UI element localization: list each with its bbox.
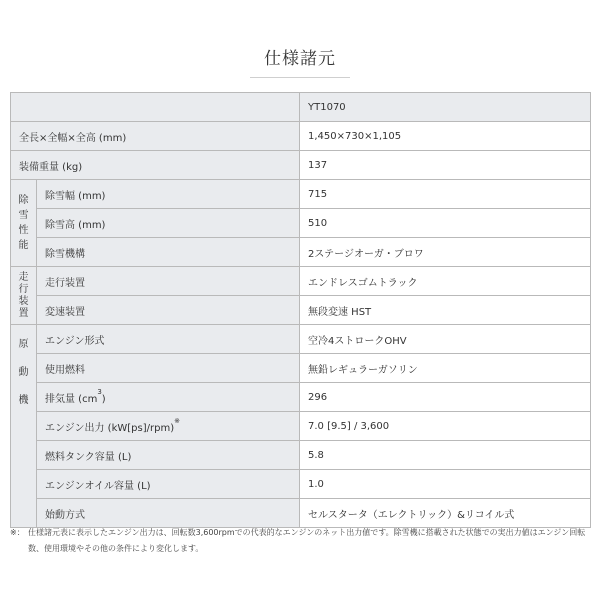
table-row — [11, 441, 591, 470]
group-char: 原 — [18, 339, 29, 350]
spec-label: 燃料タンク容量 (L) — [37, 441, 300, 470]
group-char: 能 — [18, 240, 29, 251]
table-row — [11, 412, 591, 441]
table-row — [11, 499, 591, 528]
spec-label: 使用燃料 — [37, 354, 300, 383]
footnote-marker: ※ — [174, 416, 180, 425]
spec-value: 空冷4ストロークOHV — [300, 325, 591, 354]
title-divider — [250, 77, 350, 78]
table-row — [11, 325, 591, 354]
spec-value: 7.0 [9.5] / 3,600 — [300, 412, 591, 441]
spec-label: 走行装置 — [37, 267, 300, 296]
table-header-row — [11, 93, 591, 122]
group-char: 機 — [18, 395, 29, 406]
group-label-drive — [11, 267, 37, 325]
group-char: 除 — [18, 195, 29, 206]
table-row — [11, 238, 591, 267]
spec-label: 除雪高 (mm) — [37, 209, 300, 238]
table-row — [11, 267, 591, 296]
spec-label-suffix: ) — [101, 393, 106, 405]
header-blank-cell — [11, 93, 300, 122]
spec-label: 始動方式 — [37, 499, 300, 528]
group-char: 置 — [18, 307, 29, 319]
spec-label-displacement — [37, 383, 300, 412]
model-name: YT1070 — [300, 93, 591, 122]
spec-value: セルスタータ（エレクトリック）&リコイル式 — [300, 499, 591, 528]
spec-value: 2ステージオーガ・ブロワ — [300, 238, 591, 267]
page-title: 仕様諸元 — [264, 49, 336, 69]
table-row — [11, 122, 591, 151]
spec-label-text: 排気量 (cm — [45, 393, 98, 405]
spec-value: 1,450×730×1,105 — [300, 122, 591, 151]
spec-value: エンドレスゴムトラック — [300, 267, 591, 296]
group-char: 性 — [18, 225, 29, 236]
spec-value: 296 — [300, 383, 591, 412]
spec-label: エンジンオイル容量 (L) — [37, 470, 300, 499]
footnote-mark: ※： — [10, 528, 25, 537]
spec-value: 無段変速 HST — [300, 296, 591, 325]
group-char: 走 — [18, 271, 29, 283]
spec-label: 装備重量 (kg) — [11, 151, 300, 180]
spec-label: エンジン形式 — [37, 325, 300, 354]
spec-label-engine-output — [37, 412, 300, 441]
table-row — [11, 151, 591, 180]
superscript: 3 — [97, 387, 102, 396]
table-row — [11, 209, 591, 238]
table-row — [11, 470, 591, 499]
spec-table — [10, 92, 591, 528]
table-row — [11, 180, 591, 209]
footnote — [10, 525, 590, 557]
group-char: 装 — [18, 295, 29, 307]
group-char: 雪 — [18, 210, 29, 221]
group-char: 動 — [18, 367, 29, 378]
group-label-engine — [11, 325, 37, 528]
footnote-text: 仕様諸元表に表示したエンジン出力は、回転数3,600rpmでの代表的なエンジンのネット出力値です。除雪機に搭載された状態での実出力値はエンジン回転数、使用環境やその他の条件により変化します。 — [28, 528, 586, 553]
group-char: 行 — [18, 283, 29, 295]
spec-value: 1.0 — [300, 470, 591, 499]
spec-label: 全長×全幅×全高 (mm) — [11, 122, 300, 151]
table-row — [11, 296, 591, 325]
spec-value: 137 — [300, 151, 591, 180]
spec-value: 無鉛レギュラーガソリン — [300, 354, 591, 383]
table-row — [11, 354, 591, 383]
spec-label: 変速装置 — [37, 296, 300, 325]
spec-value: 715 — [300, 180, 591, 209]
spec-value: 510 — [300, 209, 591, 238]
spec-value: 5.8 — [300, 441, 591, 470]
group-label-snow — [11, 180, 37, 267]
spec-label: 除雪機構 — [37, 238, 300, 267]
spec-label-text: エンジン出力 (kW[ps]/rpm) — [45, 422, 175, 434]
table-row — [11, 383, 591, 412]
spec-label: 除雪幅 (mm) — [37, 180, 300, 209]
